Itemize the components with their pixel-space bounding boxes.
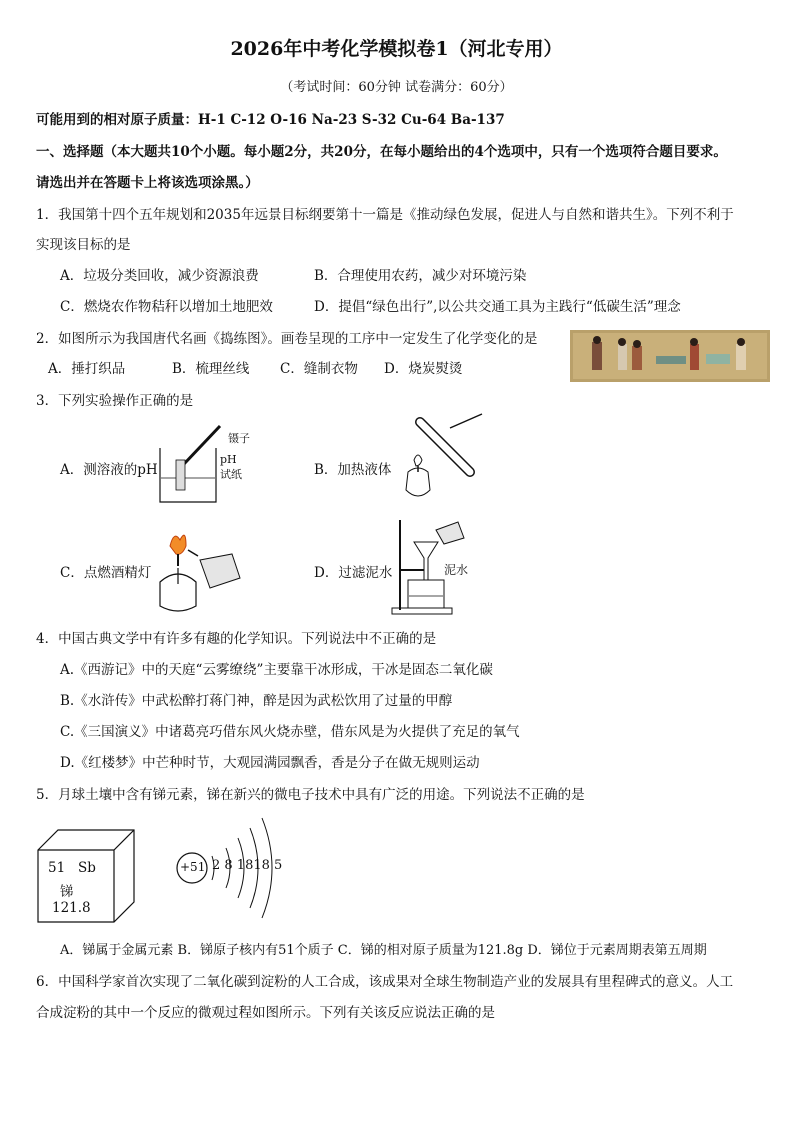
- heating-liquid-diagram: [390, 410, 490, 510]
- section1-heading: 一、选择题（本大题共10个小题。每小题2分，共20分，在每小题给出的4个选项中，只有一个选项符合题目要求。: [36, 144, 727, 160]
- q3-option-a: A．测溶液的pH: [60, 462, 158, 478]
- section1-instruction: 请选出并在答题卡上将该选项涂黑。）: [36, 175, 259, 191]
- q2-option-c: C．缝制衣物: [280, 361, 358, 377]
- q1-option-b: B．合理使用农药，减少对环境污染: [314, 268, 527, 284]
- q4-option-b: B.《水浒传》中武松醉打蒋门神，醉是因为武松饮用了过量的甲醇: [60, 693, 453, 709]
- q3-option-d: D．过滤泥水: [314, 565, 393, 581]
- q1-option-a: A．垃圾分类回收，减少资源浪费: [60, 268, 259, 284]
- element-number: 51: [48, 860, 66, 876]
- atomic-masses: 可能用到的相对原子质量：H-1 C-12 O-16 Na-23 S-32 Cu-64 Ba-137: [36, 112, 505, 128]
- q4-option-d: D.《红楼梦》中芒种时节，大观园满园飘香，香是分子在做无规则运动: [60, 755, 480, 771]
- electron-shells: 2 8 1818 5: [212, 858, 283, 873]
- q2-option-b: B．梳理丝线: [172, 361, 250, 377]
- element-mass: 121.8: [52, 900, 91, 916]
- q3-option-c: C．点燃酒精灯: [60, 565, 152, 581]
- painting-image: [570, 330, 770, 382]
- q5-options: A．锑属于金属元素 B．锑原子核内有51个质子 C．锑的相对原子质量为121.8g D．锑位于元素周期表第五周期: [60, 943, 707, 958]
- element-symbol: Sb: [78, 860, 96, 876]
- q2-option-a: A．捶打织品: [48, 361, 126, 377]
- ph-label: pH: [220, 453, 237, 466]
- q3-stem: 3．下列实验操作正确的是: [36, 393, 194, 409]
- q5-stem: 5．月球土壤中含有锑元素，锑在新兴的微电子技术中具有广泛的用途。下列说法不正确的是: [36, 787, 585, 803]
- ph-test-diagram: [158, 418, 268, 508]
- element-name: 锑: [60, 884, 74, 900]
- nucleus-charge: +51: [180, 860, 206, 874]
- q1-stem: 1．我国第十四个五年规划和2035年远景目标纲要第十一篇是《推动绿色发展，促进人与自然和谐共生》。下列不利于: [36, 207, 734, 223]
- q3-option-b: B．加热液体: [314, 462, 392, 478]
- q1-stem-cont: 实现该目标的是: [36, 237, 131, 253]
- q4-stem: 4．中国古典文学中有许多有趣的化学知识。下列说法中不正确的是: [36, 631, 437, 647]
- q2-stem: 2．如图所示为我国唐代名画《捣练图》。画卷呈现的工序中一定发生了化学变化的是: [36, 331, 538, 347]
- q6-stem: 6．中国科学家首次实现了二氧化碳到淀粉的人工合成，该成果对全球生物制造产业的发展具有里程碑式的意义。人工: [36, 974, 734, 990]
- mud-label: 泥水: [444, 563, 469, 577]
- q4-option-a: A.《西游记》中的天庭“云雾缭绕”主要靠干冰形成，干冰是固态二氧化碳: [60, 662, 493, 678]
- q1-option-c: C．燃烧农作物秸秆以增加土地肥效: [60, 299, 273, 315]
- tweezers-label: 镊子: [228, 432, 250, 445]
- paper-label: 试纸: [220, 468, 242, 481]
- q6-stem-cont: 合成淀粉的其中一个反应的微观过程如图所示。下列有关该反应说法正确的是: [36, 1005, 495, 1021]
- q2-option-d: D．烧炭熨烫: [384, 361, 463, 377]
- lamp-lighting-diagram: [152, 526, 252, 616]
- page-title: 2026年中考化学模拟卷1（河北专用）: [230, 38, 563, 60]
- exam-info: （考试时间：60分钟 试卷满分：60分）: [280, 80, 513, 95]
- q4-option-c: C.《三国演义》中诸葛亮巧借东风火烧赤壁，借东风是为火提供了充足的氧气: [60, 724, 520, 740]
- q1-option-d: D．提倡“绿色出行”,以公共交通工具为主践行“低碳生活”理念: [314, 299, 681, 315]
